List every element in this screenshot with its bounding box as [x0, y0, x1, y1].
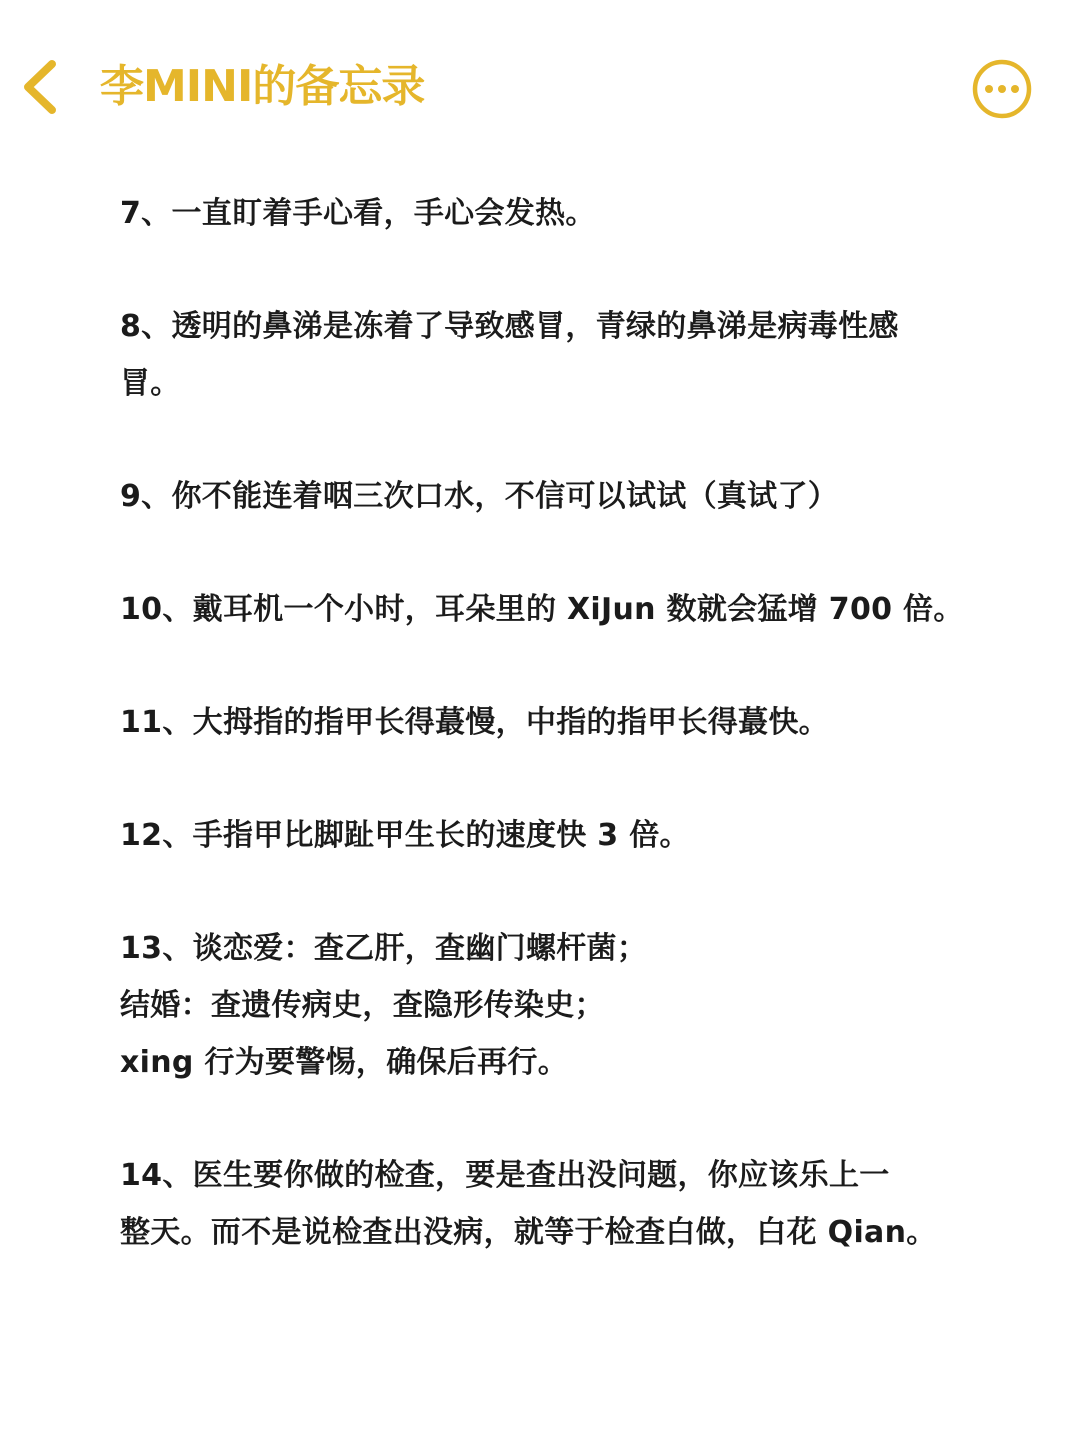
more-button[interactable] — [972, 59, 1032, 119]
page-title: 李MINI的备忘录 — [100, 61, 425, 112]
more-horizontal-icon — [972, 59, 1032, 119]
back-button[interactable] — [18, 56, 78, 118]
notes-body — [120, 185, 1000, 1317]
app-header — [0, 0, 1080, 170]
note-item: 12、手指甲比脚趾甲生长的速度快 3 倍。 — [120, 818, 690, 853]
note-item: 8、透明的鼻涕是冻着了导致感冒，青绿的鼻涕是病毒性感 冒。 — [120, 309, 899, 401]
note-item: 7、一直盯着手心看，手心会发热。 — [120, 196, 596, 231]
note-item: 10、戴耳机一个小时，耳朵里的 XiJun 数就会猛增 700 倍。 — [120, 592, 964, 627]
note-item: 14、医生要你做的检查，要是查出没问题，你应该乐上一 整天。而不是说检查出没病，就等于检查白做，白花 Qian。 — [120, 1158, 937, 1250]
note-item: 9、你不能连着咽三次口水，不信可以试试（真试了） — [120, 479, 839, 514]
note-item: 11、大拇指的指甲长得蕞慢，中指的指甲长得蕞快。 — [120, 705, 829, 740]
chevron-left-icon — [18, 56, 78, 118]
note-item: 13、谈恋爱：查乙肝，查幽门螺杆菌； 结婚：查遗传病史，查隐形传染史； xing 行为要警惕，确保后再行。 — [120, 931, 648, 1080]
